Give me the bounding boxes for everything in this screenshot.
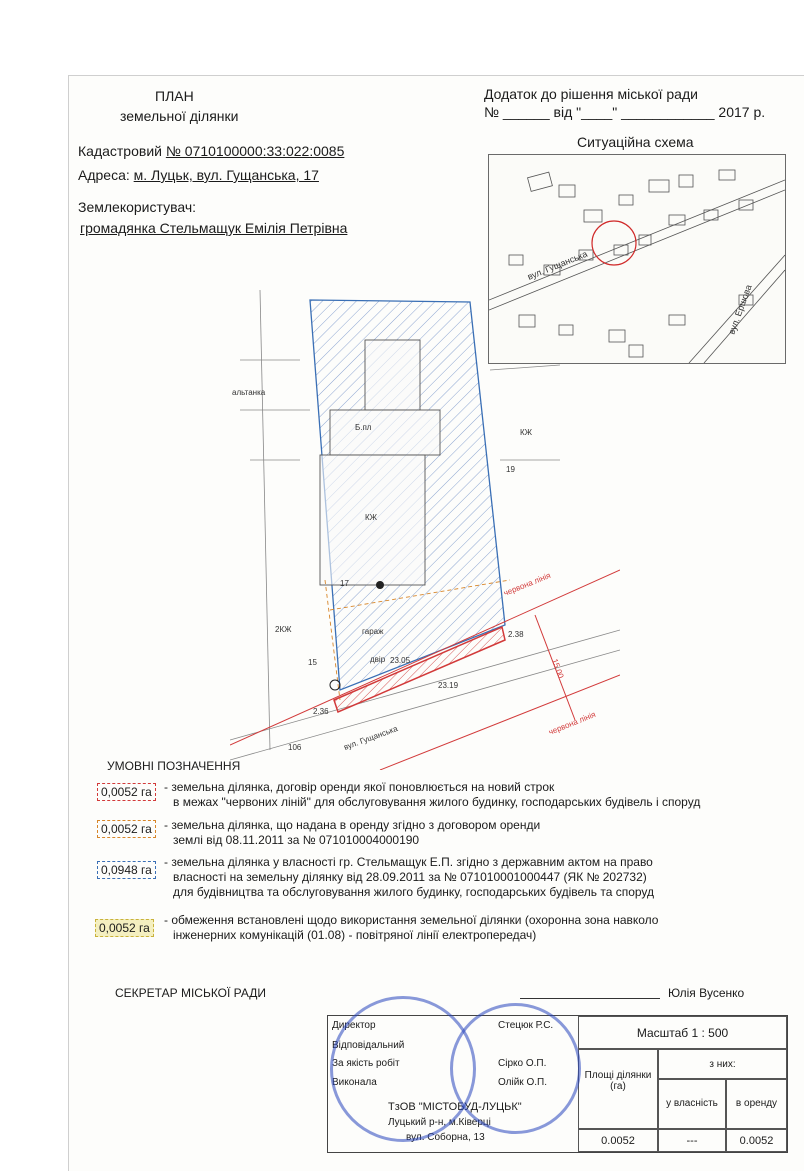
leased-value-cell <box>726 1129 787 1152</box>
secretary-label: СЕКРЕТАР МІСЬКОЇ РАДИ <box>115 986 267 1000</box>
quality-label: За якість робіт <box>332 1058 400 1069</box>
company-addr-2: вул. Соборна, 13 <box>406 1132 485 1143</box>
plan-street: вул. Гущанська <box>342 724 399 752</box>
performer-label: Виконала <box>332 1077 377 1088</box>
company-name: ТзОВ "МІСТОБУД-ЛУЦЬК" <box>388 1101 522 1113</box>
situation-street-1: вул. Гущанська <box>526 248 589 282</box>
signature-line <box>520 998 660 999</box>
label-kzh-house: КЖ <box>365 513 378 522</box>
of-them-cell <box>658 1049 787 1079</box>
legend-area-1: 0,0052 га <box>97 783 156 801</box>
address-value: м. Луцьк, вул. Гущанська, 17 <box>133 167 319 183</box>
legend-item-2-line-2: землі від 08.11.2011 за № 071010004000190 <box>173 833 420 847</box>
well-marker <box>376 581 384 589</box>
secretary-name: Юлія Вусенко <box>668 986 745 1000</box>
responsible-label: Відповідальний <box>332 1040 405 1051</box>
address-row <box>78 167 319 183</box>
leased-value: 0.0052 <box>739 1135 774 1147</box>
legend-area-3: 0,0948 га <box>97 861 156 879</box>
address-label: Адреса: <box>78 167 130 183</box>
legend-area-2: 0,0052 га <box>97 820 156 838</box>
situation-street-2: вул. Ершова <box>726 283 754 336</box>
label-2kzh: 2КЖ <box>275 625 292 634</box>
owned-header: у власність <box>666 1098 718 1109</box>
cadastral-value: № 0710100000:33:022:0085 <box>165 143 345 159</box>
dist-2-38: 2.38 <box>508 630 524 639</box>
director-name: Стецюк Р.С. <box>498 1020 554 1031</box>
parcel-number: 17 <box>340 579 349 588</box>
legend-item-1-line-2: в межах "червоних ліній" для обслуговування жилого будинку, господарських будівель і споруд <box>173 795 701 809</box>
appendix-line-2: № ______ від "____" ____________ 2017 р. <box>484 104 766 120</box>
plan-subtitle: земельної ділянки <box>120 108 239 124</box>
official-stamp-2 <box>450 1003 581 1134</box>
leased-header: в оренду <box>735 1098 778 1109</box>
legend-item-2 <box>164 818 540 848</box>
label-15: 15 <box>308 658 317 667</box>
owned-value: --- <box>686 1135 698 1147</box>
user-label: Землекористувач: <box>78 199 197 215</box>
label-garage: гараж <box>362 627 384 636</box>
label-106: 106 <box>288 743 302 752</box>
user-value: громадянка Стельмащук Емілія Петрівна <box>80 220 348 236</box>
area-value: 0.0052 <box>601 1135 635 1147</box>
label-bnl: Б.пл <box>355 423 372 432</box>
scale-cell <box>578 1016 787 1049</box>
legend-item-3-line-1: - земельна ділянка у власності гр. Стельмащук Е.П. згідно з державним актом на право <box>164 855 653 869</box>
legend-item-3 <box>164 855 654 900</box>
legend-area-4: 0,0052 га <box>95 919 154 937</box>
leased-header-cell <box>726 1079 787 1129</box>
director-label: Директор <box>332 1020 376 1031</box>
owned-value-cell <box>658 1129 726 1152</box>
label-19: 19 <box>506 465 515 474</box>
legend-item-4-line-1: - обмеження встановлені щодо використання земельної ділянки (охоронна зона навколо <box>164 913 659 927</box>
dist-23-05: 23.05 <box>390 656 411 665</box>
cadastral-row <box>78 143 344 159</box>
area-header-cell <box>578 1049 658 1129</box>
red-line-label-1: червона лінія <box>502 570 552 598</box>
parcel-plan <box>230 280 620 770</box>
label-yard: двір <box>370 655 386 664</box>
dist-2-36: 2.36 <box>313 707 329 716</box>
dist-23-19: 23.19 <box>438 681 459 690</box>
area-header: Площі ділянки (га) <box>584 1070 652 1092</box>
legend-item-2-line-1: - земельна ділянка, що надана в оренду згідно з договором оренди <box>164 818 541 832</box>
area-value-cell <box>578 1129 658 1152</box>
performer-name: Олійк О.П. <box>498 1077 547 1088</box>
of-them: з них: <box>709 1059 736 1070</box>
label-altynka: альтанка <box>232 388 266 397</box>
legend-item-3-line-2: власності на земельну ділянку від 28.09.2011 за № 071010001000447 (ЯК № 202732) <box>173 870 647 884</box>
legend-item-3-line-3: для будівництва та обслуговування жилого будинку, господарських будівель та споруд <box>173 885 655 899</box>
legend-title: УМОВНІ ПОЗНАЧЕННЯ <box>107 759 241 773</box>
legend-item-4-line-2: інженерних комунікацій (01.08) - повітряної лінії електропередач) <box>173 928 537 942</box>
plan-title: ПЛАН <box>155 88 194 104</box>
red-line-label-2: червона лінія <box>547 709 597 737</box>
cadastral-label: Кадастровий <box>78 143 162 159</box>
owned-header-cell <box>658 1079 726 1129</box>
quality-name: Сірко О.П. <box>498 1058 547 1069</box>
situation-title: Ситуаційна схема <box>577 134 694 150</box>
label-kzh-right: КЖ <box>520 428 533 437</box>
legend-item-4 <box>164 913 658 943</box>
scale-text: Масштаб 1 : 500 <box>636 1026 729 1040</box>
company-addr-1: Луцький р-н, м.Ківерці <box>388 1117 491 1128</box>
appendix-line-1: Додаток до рішення міської ради <box>484 86 698 102</box>
legend-item-1-line-1: - земельна ділянка, договір оренди якої поновлюється на новий строк <box>164 780 555 794</box>
legend-item-1 <box>164 780 700 810</box>
dist-15-00: 15.00 <box>550 657 566 680</box>
